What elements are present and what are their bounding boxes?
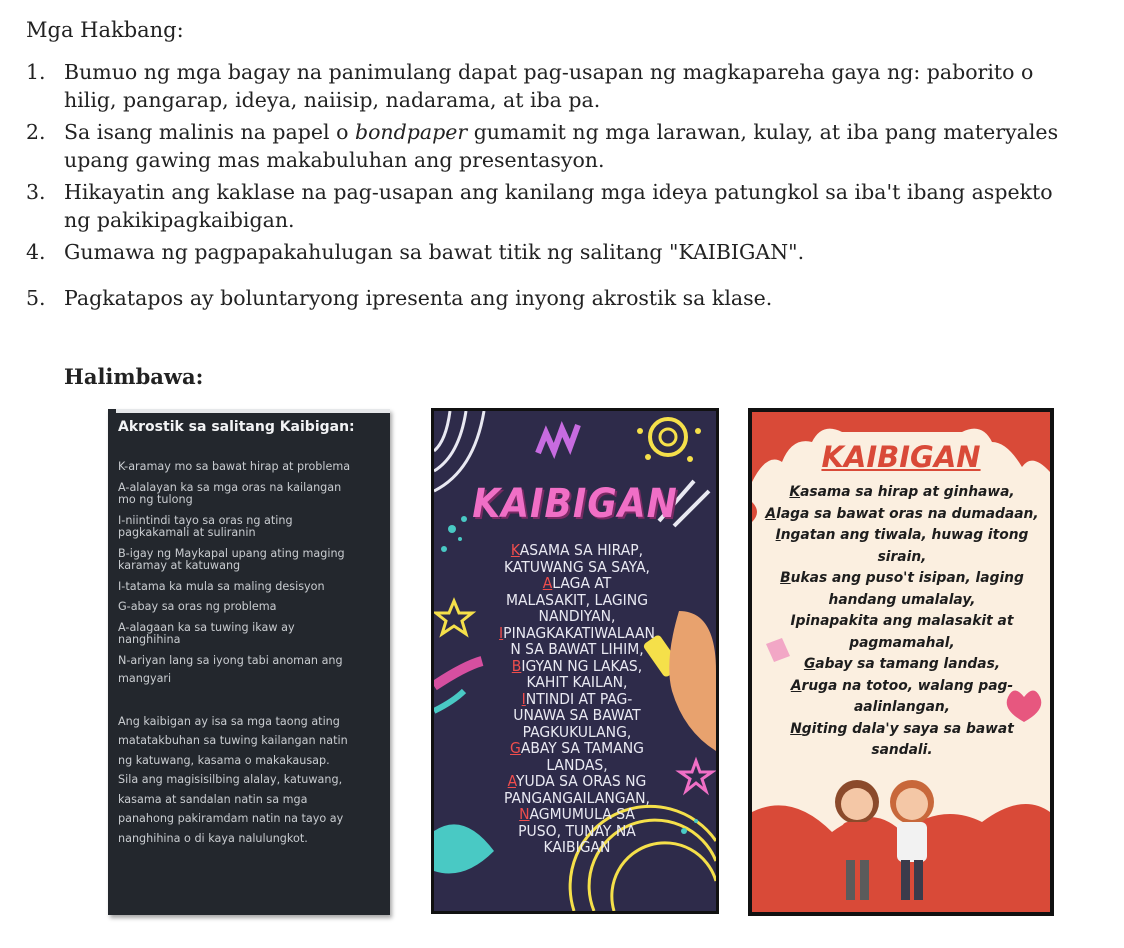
acrostic-line: N-ariyan lang sa iyong tabi anoman ang (118, 653, 343, 667)
sun-icon (637, 419, 701, 462)
acrostic-text: pagmamahal, (849, 634, 955, 651)
acrostic-line: I-niintindi tayo sa oras ng ating pagkakamali at suliranin (118, 513, 293, 539)
acrostic-line (464, 757, 690, 774)
acrostic-text: KAIBIGAN (543, 838, 611, 856)
acrostic-line (464, 641, 690, 658)
acrostic-line (764, 633, 1040, 655)
acrostic-line (464, 608, 690, 625)
paragraph-line: Sila ang magisisilbing alalay, katuwang, (118, 773, 343, 786)
acrostic-text: asama sa hirap at ginhawa, (800, 484, 1015, 500)
acrostic-line (464, 674, 690, 691)
card-top-bar (116, 409, 390, 413)
acrostic-line (464, 691, 690, 708)
paragraph-line: kasama at sandalan natin sa mga (118, 792, 308, 806)
paragraph-line: Ang kaibigan ay isa sa mga taong ating (118, 714, 340, 728)
acrostic-line (764, 547, 1040, 569)
acrostic-text: aalinlangan, (853, 699, 950, 715)
acrostic-text: ukas ang puso't isipan, laging (790, 570, 1024, 586)
acrostic-text: KAHIT KAILAN, (526, 673, 628, 691)
step-text: hilig, pangarap, ideya, naiisip, nadarama, at iba pa. (64, 88, 601, 112)
acrostic-line (764, 611, 1040, 633)
acrostic-text: KATUWANG SA SAYA, (504, 557, 650, 576)
acrostic-initial: B (780, 570, 791, 586)
acrostic-line (464, 707, 690, 724)
acrostic-line (464, 559, 690, 576)
acrostic-line (764, 654, 1040, 676)
acrostic-text: ASAMA SA HIRAP, (519, 541, 644, 559)
acrostic-line (764, 697, 1040, 719)
paragraph-line: panahong pakiramdam natin na tayo ay (118, 812, 344, 825)
poster-acrostic (464, 542, 690, 856)
acrostic-text: AGMUMULA SA (529, 805, 635, 823)
acrostic-line (464, 839, 690, 856)
acrostic-line (464, 658, 690, 675)
acrostic-text: LAGA AT (552, 574, 612, 592)
acrostic-initial: G (803, 656, 816, 672)
paint-splash-icon (752, 502, 757, 522)
acrostic-line (464, 823, 690, 840)
acrostic-lines (118, 461, 390, 686)
acrostic-line (464, 773, 690, 790)
step-text: gumamit ng mga larawan, kulay, at iba pang materyales (467, 120, 1059, 144)
acrostic-line (464, 806, 690, 823)
step-text: Bumuo ng mga bagay na panimulang dapat pag-usapan ng magkapareha gaya ng: paborito o (64, 60, 1034, 84)
acrostic-text: NTINDI AT PAG- (525, 689, 633, 708)
acrostic-paragraph (118, 712, 390, 849)
acrostic-text: N SA BAWAT LIHIM, (510, 640, 644, 658)
acrostic-line (764, 482, 1040, 504)
acrostic-text: PAGKUKULANG, (522, 722, 632, 741)
step-text: Hikayatin ang kaklase na pag-usapan ang kanilang mga ideya patungkol sa iba't ibang aspekto (64, 180, 1053, 204)
acrostic-text: ngatan ang tiwala, huwag itong (780, 527, 1029, 543)
acrostic-poster-cream (748, 408, 1054, 916)
acrostic-line (464, 625, 690, 642)
acrostic-initial: N (519, 805, 530, 823)
step-item (26, 58, 1124, 114)
acrostic-line: G-abay sa oras ng problema (118, 600, 277, 613)
acrostic-initial: G (510, 739, 521, 757)
acrostic-text: MALASAKIT, LAGING (505, 590, 649, 609)
acrostic-line (464, 542, 690, 559)
acrostic-line (464, 790, 690, 807)
acrostic-initial: N (790, 720, 802, 737)
step-emphasis: bondpaper (354, 120, 468, 144)
acrostic-line: B-igay ng Maykapal upang ating maging karamay at katuwang (118, 546, 345, 572)
step-number: 1. (26, 60, 46, 84)
dot-icon (694, 819, 698, 823)
acrostic-line (764, 504, 1040, 526)
acrostic-initial: B (511, 656, 522, 675)
acrostic-line (764, 676, 1040, 698)
acrostic-text: laga sa bawat oras na dumadaan, (776, 505, 1039, 522)
acrostic-poster-purple (431, 408, 719, 914)
acrostic-line (764, 719, 1040, 762)
step-item (26, 178, 1124, 234)
step-item (26, 238, 1124, 266)
acrostic-text: PANGANGAILANGAN, (504, 788, 650, 807)
acrostic-initial: I (521, 689, 526, 708)
step-item (26, 118, 1124, 174)
page-heading: Mga Hakbang: (26, 18, 184, 42)
step-text: Sa isang malinis na papel o (64, 120, 355, 144)
acrostic-line (464, 724, 690, 741)
step-text: Gumawa ng pagpapakahulugan sa bawat titik ng salitang "KAIBIGAN". (64, 240, 805, 264)
acrostic-text: PINAGKAKATIWALAAN (503, 623, 655, 642)
step-number: 2. (26, 120, 46, 144)
acrostic-initial: K (789, 484, 801, 500)
step-text: upang gawing mas makabuluhan ang presentasyon. (64, 148, 605, 172)
acrostic-initial: I (499, 623, 504, 642)
swirl-icon (434, 411, 484, 491)
acrostic-text: abay sa tamang landas, (815, 656, 1001, 672)
acrostic-text: YUDA SA ORAS NG (515, 772, 647, 790)
acrostic-card-dark (108, 409, 390, 915)
card-title: Akrostik sa salitang Kaibigan: (118, 419, 355, 435)
poster-title: KAIBIGAN (821, 440, 981, 474)
acrostic-line: A-alalayan ka sa mga oras na kailangan mo ng tulong (118, 480, 342, 506)
paragraph-line: ng katuwang, kasama o makakausap. (118, 753, 330, 767)
acrostic-text: ruga na totoo, walang pag- (801, 677, 1014, 694)
acrostic-text: giting dala'y saya sa bawat sandali. (801, 720, 1014, 758)
acrostic-text: IGYAN NG LAKAS, (521, 656, 643, 675)
acrostic-line (464, 740, 690, 757)
steps-list (26, 58, 1124, 330)
acrostic-line: A-alagaan ka sa tuwing ikaw ay nanghihina (118, 620, 295, 646)
acrostic-text: sirain, (877, 548, 927, 565)
acrostic-line (764, 525, 1040, 547)
paragraph-line: matatakbuhan sa tuwing kailangan natin (118, 734, 348, 747)
step-number: 4. (26, 240, 46, 264)
acrostic-line: mangyari (118, 672, 172, 685)
acrostic-initial: A (542, 574, 553, 592)
paragraph-line: nanghihina o di kaya nalulungkot. (118, 831, 308, 845)
acrostic-line (764, 590, 1040, 612)
zigzag-icon (538, 425, 578, 453)
acrostic-text: LANDAS, (546, 755, 608, 774)
acrostic-initial: I (775, 527, 781, 543)
acrostic-text: ABAY SA TAMANG (520, 739, 644, 757)
acrostic-line: K-aramay mo sa bawat hirap at problema (118, 460, 351, 473)
step-text: ng pakikipagkaibigan. (64, 208, 295, 232)
step-number: 3. (26, 180, 46, 204)
acrostic-line: I-tatama ka mula sa maling desisyon (118, 579, 325, 593)
acrostic-text: PUSO, TUNAY NA (518, 821, 636, 840)
acrostic-text: handang umalalay, (828, 591, 976, 608)
acrostic-text: UNAWA SA BAWAT (513, 706, 641, 724)
acrostic-initial: A (765, 505, 777, 522)
acrostic-initial: K (510, 541, 520, 559)
acrostic-line (464, 592, 690, 609)
brush-icon (434, 691, 464, 711)
acrostic-text: Ipinapakita ang malasakit at (790, 613, 1014, 629)
step-item (26, 284, 1124, 312)
acrostic-line (464, 575, 690, 592)
poster-acrostic (764, 482, 1040, 762)
example-title: Halimbawa: (64, 364, 204, 389)
acrostic-text: NANDIYAN, (538, 607, 616, 625)
step-number: 5. (26, 286, 46, 310)
step-text: Pagkatapos ay boluntaryong ipresenta ang inyong akrostik sa klase. (64, 286, 773, 310)
acrostic-initial: A (790, 677, 802, 694)
poster-title: KAIBIGAN (472, 481, 678, 527)
acrostic-line (764, 568, 1040, 590)
acrostic-initial: A (507, 772, 516, 790)
